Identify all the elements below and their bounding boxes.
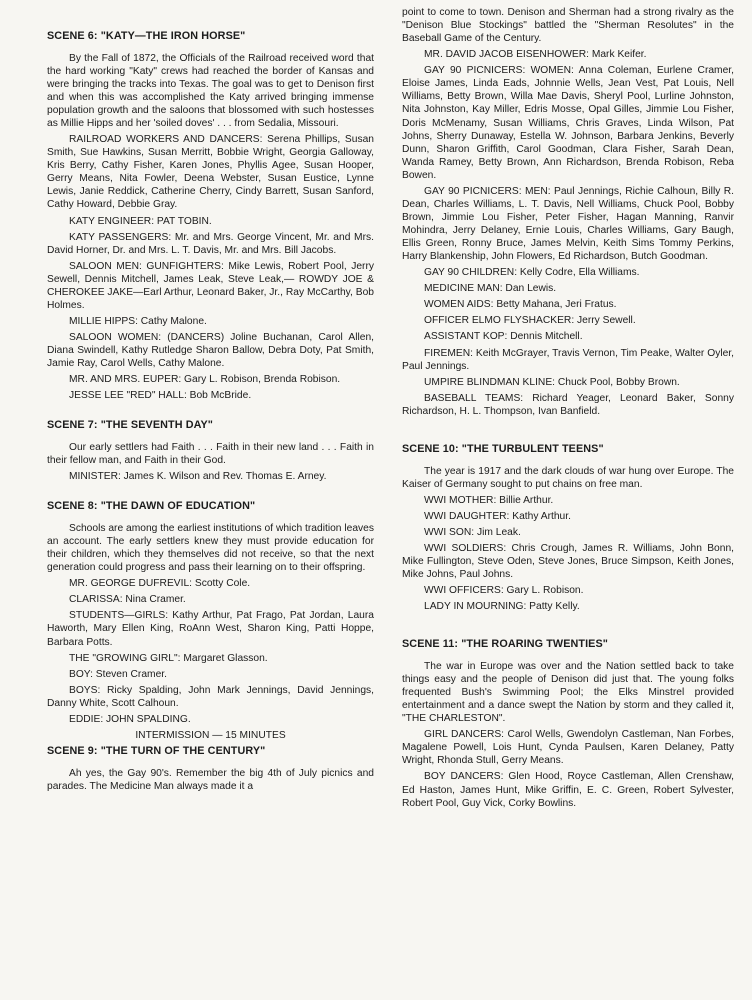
paragraph: THE "GROWING GIRL": Margaret Glasson. bbox=[69, 652, 268, 664]
paragraph: JESSE LEE "RED" HALL: Bob McBride. bbox=[69, 390, 252, 402]
left-column bbox=[47, 30, 374, 796]
paragraph: BASEBALL TEAMS: Richard Yeager, Leonard Baker, Sonny Richardson, H. L. Thompson, Ivan Banfield. bbox=[402, 392, 734, 417]
paragraph: SALOON MEN: GUNFIGHTERS: Mike Lewis, Robert Pool, Jerry Sewell, Dennis Mitchell, James Leak, Steve Leak,— ROWDY JOE & CHEROKEE JAKE—Earl Arthur, Leonard Baker, Jr., Ray McCarthy, Bob Holmes. bbox=[47, 260, 374, 311]
paragraph: WWI SOLDIERS: Chris Crough, James R. Williams, John Bonn, Mike Fullington, Steve Oden, Steve Jones, Bruce Simpson, Keith Jones, Mike Johns, Paul Johns. bbox=[402, 542, 734, 581]
paragraph: KATY ENGINEER: PAT TOBIN. bbox=[69, 215, 212, 227]
paragraph: WOMEN AIDS: Betty Mahana, Jeri Fratus. bbox=[424, 299, 617, 311]
section-gap bbox=[47, 486, 374, 500]
paragraph: GAY 90 PICNICERS: WOMEN: Anna Coleman, Eurlene Cramer, Eloise James, Linda Eads, Johnnie Wells, Jean Vest, Pat Louis, Nell Williams, Betty Brown, Willa Mae Davis, Sheryl Pool, Lurline Johnston, Nita Johnston, Kay Miller, Edris Mosse, Opal Gilles, Jimmie Lou Fisher, Doris McMenamy, Susan Williams, Chris Graves, Linda Wilson, Pat Johns, Sherry Dunaway, Estella W. Johnson, Barbara Jenkins, Beverly Dunn, Sharon Griffith, Carol Goodman, Clara Fisher, Sarah Dean, Wanda Ramey, Betty Brown, Ann Richardson, Brenda Robison, Reba Bowen. bbox=[402, 65, 734, 181]
paragraph: Ah yes, the Gay 90's. Remember the big 4th of July picnics and parades. The Medicine Man always made it a bbox=[47, 767, 374, 792]
paragraph: MEDICINE MAN: Dan Lewis. bbox=[424, 283, 557, 295]
paragraph: KATY PASSENGERS: Mr. and Mrs. George Vincent, Mr. and Mrs. David Horner, Dr. and Mrs. L. T. Davis, Mr. and Mrs. Bill Jacobs. bbox=[47, 231, 374, 256]
scene-heading: SCENE 10: "THE TURBULENT TEENS" bbox=[402, 442, 604, 455]
intermission-line: INTERMISSION — 15 MINUTES bbox=[135, 729, 286, 741]
paragraph: OFFICER ELMO FLYSHACKER: Jerry Sewell. bbox=[424, 315, 636, 327]
paragraph: GAY 90 CHILDREN: Kelly Codre, Ella Williams. bbox=[424, 267, 640, 279]
scene-heading: SCENE 8: "THE DAWN OF EDUCATION" bbox=[47, 500, 256, 513]
paragraph: MR. GEORGE DUFREVIL: Scotty Cole. bbox=[69, 578, 251, 590]
scene-heading: SCENE 9: "THE TURN OF THE CENTURY" bbox=[47, 744, 266, 757]
paragraph: WWI MOTHER: Billie Arthur. bbox=[424, 494, 554, 506]
section-gap bbox=[402, 421, 734, 443]
paragraph: The year is 1917 and the dark clouds of war hung over Europe. The Kaiser of Germany sought to put chains on free man. bbox=[402, 465, 734, 490]
paragraph: STUDENTS—GIRLS: Kathy Arthur, Pat Frago, Pat Jordan, Laura Haworth, Mary Ellen King, RoAnn West, Sharon King, Patti Hoppe, Barbara Potts. bbox=[47, 610, 374, 648]
paragraph: EDDIE: JOHN SPALDING. bbox=[69, 713, 191, 725]
paragraph: WWI OFFICERS: Gary L. Robison. bbox=[424, 585, 584, 597]
paragraph: Schools are among the earliest institutions of which tradition leaves an account. The early settlers knew they must provide education for their children, which they themselves did not receive, so that the next generation could progress and pass their learning on to their offspring. bbox=[47, 523, 374, 574]
paragraph: BOYS: Ricky Spalding, John Mark Jennings, David Jennings, Danny White, Scott Calhoun. bbox=[47, 684, 374, 709]
scene-heading: SCENE 7: "THE SEVENTH DAY" bbox=[47, 419, 214, 432]
paragraph: MR. DAVID JACOB EISENHOWER: Mark Keifer. bbox=[424, 49, 647, 61]
paragraph: LADY IN MOURNING: Patty Kelly. bbox=[424, 601, 580, 613]
paragraph: MINISTER: James K. Wilson and Rev. Thomas E. Arney. bbox=[69, 471, 327, 483]
section-gap bbox=[47, 405, 374, 419]
paragraph: FIREMEN: Keith McGrayer, Travis Vernon, Tim Peake, Walter Oyler, Paul Jennings. bbox=[402, 347, 734, 372]
paragraph: UMPIRE BLINDMAN KLINE: Chuck Pool, Bobby Brown. bbox=[424, 376, 680, 388]
paragraph: point to come to town. Denison and Sherman had a strong rivalry as the "Denison Blue Stockings" battled the "Sherman Resolutes" in the Baseball Game of the Century. bbox=[402, 7, 734, 45]
section-gap bbox=[402, 616, 734, 638]
paragraph: GIRL DANCERS: Carol Wells, Gwendolyn Castleman, Nan Forbes, Magalene Powell, Lois Hunt, Cynda Paulsen, Karen Delaney, Patty Wright, Rhonda Stull, Gerry Means. bbox=[402, 729, 734, 767]
scene-heading: SCENE 6: "KATY—THE IRON HORSE" bbox=[47, 30, 246, 42]
paragraph: Our early settlers had Faith . . . Faith in their new land . . . Faith in their fellow man, and Faith in their God. bbox=[47, 442, 374, 467]
paragraph: BOY DANCERS: Glen Hood, Royce Castleman, Allen Crenshaw, Ed Haston, James Hunt, Mike Griffin, E. C. Green, Robert Sylvester, Robert Pool, Guy Vick, Corky Bowlins. bbox=[402, 771, 734, 809]
paragraph: MILLIE HIPPS: Cathy Malone. bbox=[69, 315, 207, 327]
right-column bbox=[402, 6, 734, 813]
paragraph: WWI DAUGHTER: Kathy Arthur. bbox=[424, 510, 571, 522]
paragraph: WWI SON: Jim Leak. bbox=[424, 526, 521, 538]
paragraph: By the Fall of 1872, the Officials of the Railroad received word that the hard working "Katy" crews had reached the border of Kansas and were bringing the tracks into Texas. The goal was to get to Denison first and when this was accomplished the Katy arrived bringing immense population growth and the saloons that blossomed with such hostesses as Millie Hipps and her 'soiled doves' . . . from Sedalia, Missouri. bbox=[47, 52, 374, 130]
paragraph: GAY 90 PICNICERS: MEN: Paul Jennings, Richie Calhoun, Billy R. Dean, Charles Williams, L. T. Davis, Nell Williams, Chuck Pool, Bobby Brown, Jimmie Lou Fisher, Peter Fisher, Hagan Manning, Ranvir Mohindra, Jerry Delaney, Ernie Louis, Charles Williams, Gary Baugh, Ellis Green, Ronny Bruce, James Melvin, Keith Sims Tommy Perkins, Harry Blankenship, John Flowers, Ed Richardson, Butch Goodman. bbox=[402, 185, 734, 263]
paragraph: The war in Europe was over and the Nation settled back to take things easy and the people of Denison did just that. The young folks frequented Bush's Swimming Pool; the Elks Minstrel provided entertainment and a dance swept the Nation by storm and they called it, "THE CHARLESTON". bbox=[402, 660, 734, 725]
paragraph: MR. AND MRS. EUPER: Gary L. Robison, Brenda Robison. bbox=[69, 374, 341, 386]
paragraph: BOY: Steven Cramer. bbox=[69, 668, 167, 680]
paragraph: CLARISSA: Nina Cramer. bbox=[69, 594, 186, 606]
paragraph: RAILROAD WORKERS AND DANCERS: Serena Phillips, Susan Smith, Sue Hawkins, Susan Merritt, Bobbie Wright, Georgia Galloway, Kris Berry, Cathy Fisher, Karen Jones, Phyllis Agee, Susan Hooper, Gerry Means, Nita Fowler, Deena Webster, Susan Eustice, Lynne Lewis, Janie Reddick, Catherine Cherry, Cindy Barrett, Susan Sanford, Cathy Howard, Debbie Gray. bbox=[47, 134, 374, 211]
scene-heading: SCENE 11: "THE ROARING TWENTIES" bbox=[402, 638, 609, 651]
paragraph: SALOON WOMEN: (DANCERS) Joline Buchanan, Carol Allen, Diana Swindell, Kathy Rutledge Sharon Ballow, Debra Doty, Pat Smith, Jamie Ray, Carol Wells, Cathy Malone. bbox=[47, 332, 374, 370]
paragraph: ASSISTANT KOP: Dennis Mitchell. bbox=[424, 331, 583, 343]
